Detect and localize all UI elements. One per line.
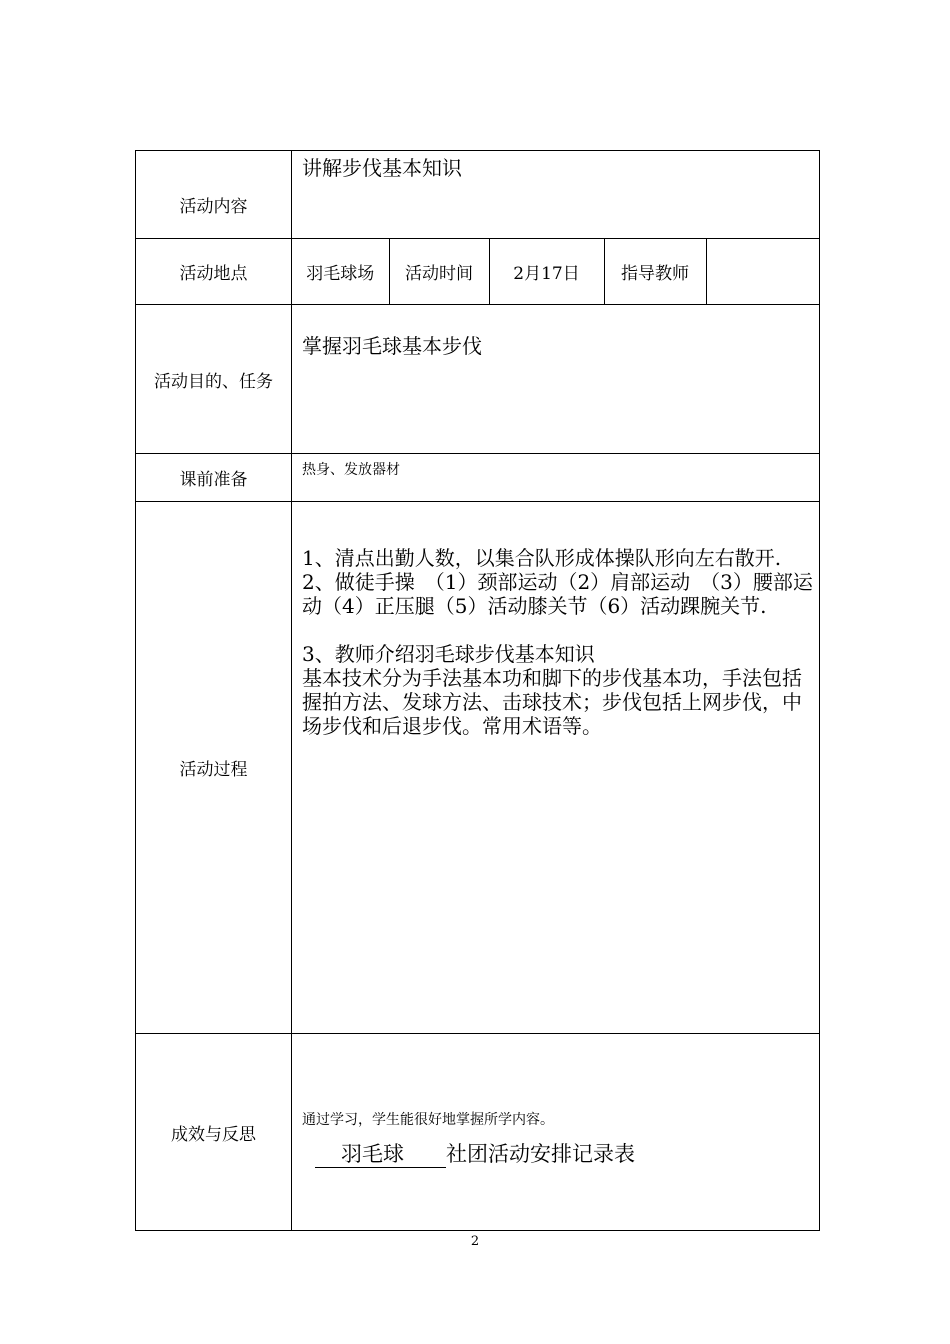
process-line: 基本技术分为手法基本功和脚下的步伐基本功，手法包括握拍方法、发球方法、击球技术；步伐包括上网步伐，中场步伐和后退步伐。常用术语等。 — [302, 666, 802, 738]
preparation-value: 热身、发放器材 — [302, 462, 400, 478]
process-line: 3、教师介绍羽毛球步伐基本知识 — [302, 642, 595, 666]
paragraph-gap — [302, 618, 813, 642]
row-activity-goal — [136, 305, 820, 454]
page-number: 2 — [470, 1234, 480, 1249]
row-preparation — [136, 454, 820, 502]
preparation-label: 课前准备 — [136, 454, 292, 502]
activity-content-cell — [292, 151, 820, 239]
table-caption — [0, 1138, 950, 1168]
activity-place-label: 活动地点 — [136, 239, 292, 305]
row-result-reflection — [136, 1034, 820, 1231]
teacher-label: 指导教师 — [604, 239, 706, 304]
row-activity-content — [136, 151, 820, 239]
activity-goal-cell — [292, 305, 820, 454]
caption-title: 社团活动安排记录表 — [446, 1142, 635, 1166]
teacher-value — [706, 239, 820, 304]
place-time-teacher-cell — [292, 239, 820, 305]
activity-time-label: 活动时间 — [389, 239, 489, 304]
place-time-teacher-grid — [292, 239, 820, 304]
activity-content-value: 讲解步伐基本知识 — [302, 156, 462, 180]
club-name: 羽毛球 — [315, 1142, 446, 1168]
activity-time-value: 2月17日 — [489, 239, 604, 304]
process-line: 1、清点出勤人数，以集合队形成体操队形向左右散开. — [302, 546, 782, 570]
row-activity-process — [136, 502, 820, 1034]
activity-content-label: 活动内容 — [136, 151, 292, 239]
activity-goal-label: 活动目的、任务 — [136, 305, 292, 454]
preparation-cell — [292, 454, 820, 502]
activity-process-cell — [292, 502, 820, 1034]
activity-process-label: 活动过程 — [136, 502, 292, 1034]
result-reflection-value: 通过学习，学生能很好地掌握所学内容。 — [292, 1034, 820, 1231]
row-activity-place — [136, 239, 820, 305]
activity-place-value: 羽毛球场 — [306, 264, 375, 284]
process-line: 2、做徒手操 （1）颈部运动（2）肩部运动 （3）腰部运动（4）正压腿（5）活动膝关节（6）活动踝腕关节. — [302, 570, 813, 618]
activity-record-table — [135, 150, 820, 1231]
activity-goal-value: 掌握羽毛球基本步伐 — [302, 334, 482, 358]
result-reflection-label: 成效与反思 — [136, 1034, 292, 1231]
